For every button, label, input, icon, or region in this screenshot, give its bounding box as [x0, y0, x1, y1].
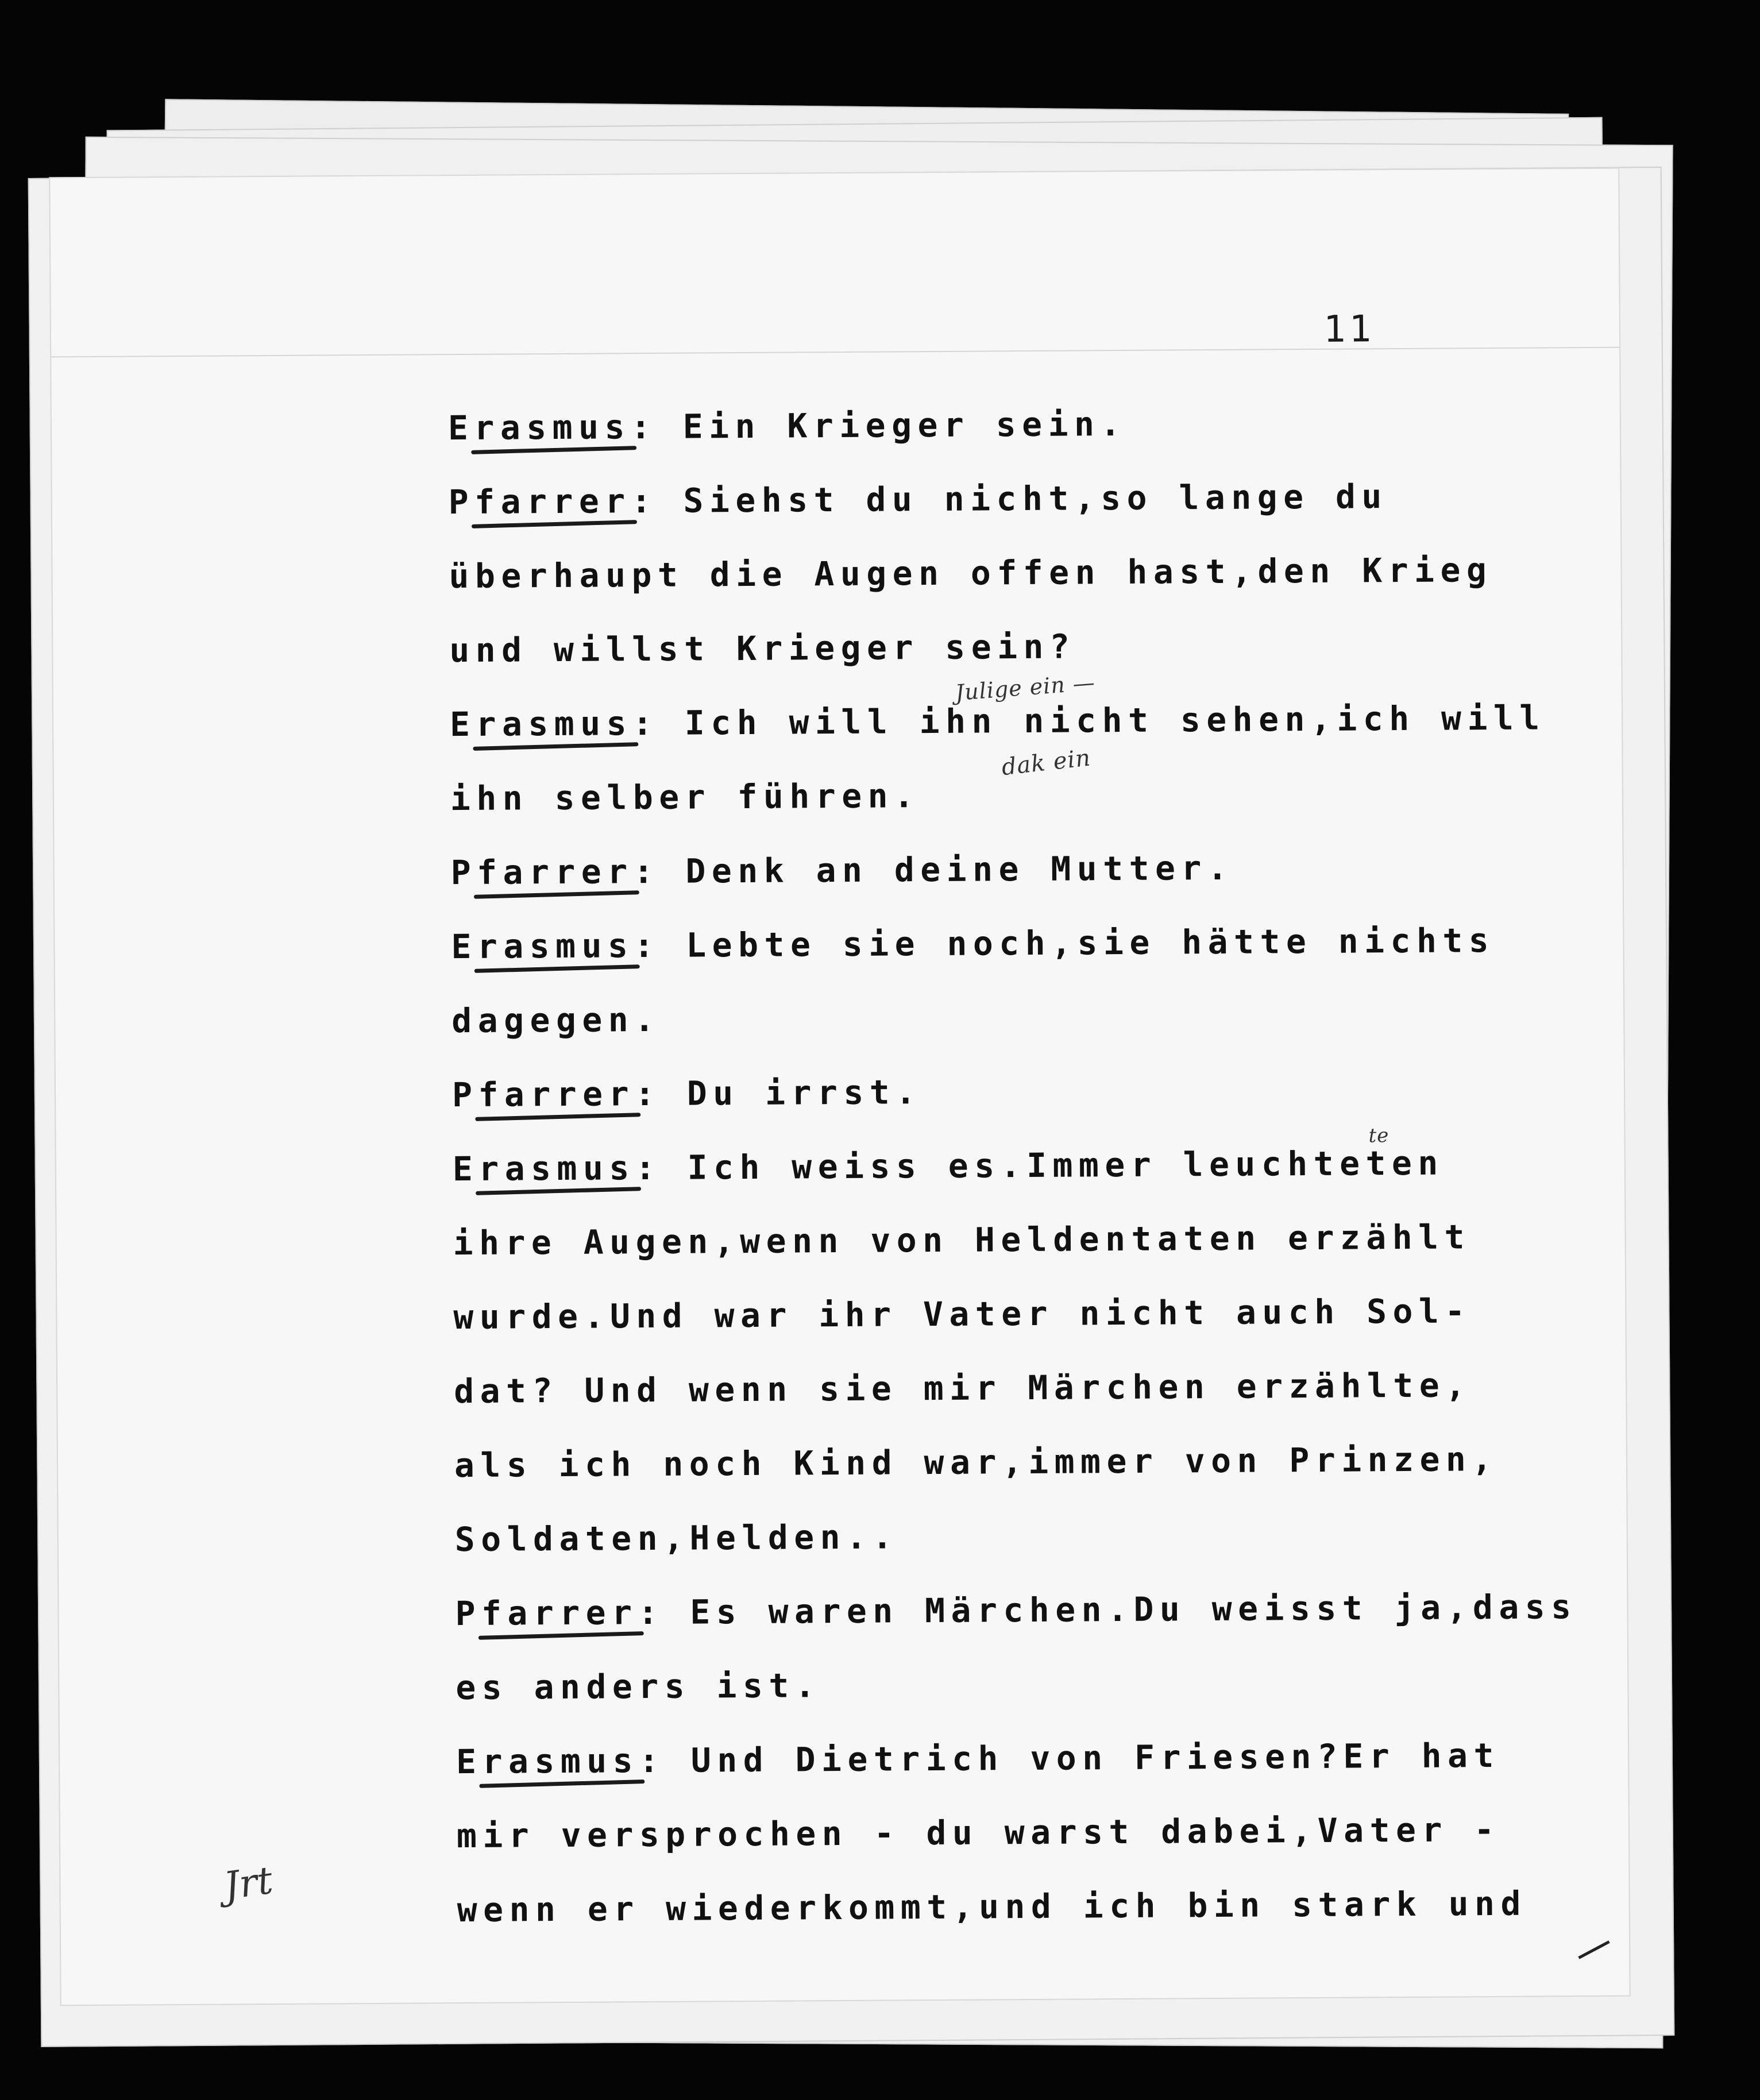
line-text: Denk an deine Mutter.: [659, 848, 1234, 891]
line-text: überhaupt die Augen offen hast,den Krieg: [449, 550, 1493, 596]
typescript-page: [49, 168, 1630, 2006]
page-number: 11: [1323, 308, 1375, 351]
line-text: Lebte sie noch,sie hätte nichts: [659, 921, 1495, 965]
text-line: [453, 1273, 1603, 1354]
line-text: Und Dietrich von Friesen?Er hat: [665, 1736, 1500, 1780]
text-line: [453, 1199, 1602, 1280]
line-text: wurde.Und war ihr Vater nicht auch Sol-: [453, 1291, 1471, 1337]
line-text: Ich will ihn nicht sehen,ich will: [658, 698, 1546, 743]
text-line: [456, 1644, 1605, 1725]
line-text: Es waren Märchen.Du weisst ja,dass: [663, 1587, 1577, 1632]
speaker-label: Erasmus:: [450, 686, 659, 762]
speaker-label: Erasmus:: [452, 1131, 661, 1206]
line-text: Ein Krieger sein.: [657, 404, 1127, 446]
text-line: [455, 1570, 1604, 1651]
line-text: mir versprochen - du warst dabei,Vater -: [456, 1810, 1500, 1856]
text-line: [449, 532, 1598, 613]
line-text: dagegen.: [451, 999, 661, 1041]
text-line: [454, 1422, 1604, 1503]
line-text: als ich noch Kind war,immer von Prinzen,: [454, 1439, 1498, 1485]
text-line: [450, 829, 1600, 910]
line-text: Soldaten,Helden..: [454, 1517, 899, 1559]
text-line: [454, 1348, 1603, 1429]
handwritten-margin-mark: Jrt: [221, 1858, 276, 1909]
line-text: es anders ist.: [456, 1666, 821, 1708]
text-line: [457, 1792, 1606, 1873]
handwritten-annotation: Julige ein —: [954, 669, 1097, 706]
speaker-label: Erasmus:: [456, 1724, 665, 1799]
line-text: ihre Augen,wenn von Heldentaten erzählt: [453, 1217, 1471, 1263]
speaker-label: Pfarrer:: [450, 835, 659, 910]
text-line: [457, 1866, 1606, 1947]
speaker-label: Erasmus:: [451, 909, 660, 984]
text-line: [454, 1496, 1604, 1577]
line-text: wenn er wiederkommt,und ich bin stark und: [457, 1883, 1527, 1930]
speaker-label: Pfarrer:: [452, 1057, 661, 1132]
handwritten-annotation: te: [1368, 1124, 1390, 1148]
line-text: und willst Krieger sein?: [449, 627, 1076, 670]
dialogue-lines: [448, 384, 1607, 1947]
speaker-label: Pfarrer:: [448, 464, 657, 539]
line-text: Du irrst.: [661, 1072, 922, 1113]
text-line: [452, 1125, 1601, 1206]
text-line: [448, 458, 1597, 539]
text-line: [456, 1718, 1605, 1799]
text-line: [452, 1051, 1601, 1132]
text-line: [451, 903, 1600, 984]
text-line: [451, 977, 1601, 1058]
line-text: dat? Und wenn sie mir Märchen erzählte,: [454, 1365, 1472, 1411]
text-line: [448, 384, 1597, 465]
page-fold-line: [51, 347, 1619, 358]
line-text: Ich weiss es.Immer leuchteten: [661, 1143, 1444, 1187]
line-text: Siehst du nicht,so lange du: [657, 477, 1388, 520]
line-text: ihn selber führen.: [450, 776, 920, 819]
handwritten-annotation: dak ein: [1000, 744, 1093, 781]
speaker-label: Erasmus:: [448, 390, 657, 465]
speaker-label: Pfarrer:: [455, 1576, 664, 1651]
text-line: [450, 744, 1600, 836]
